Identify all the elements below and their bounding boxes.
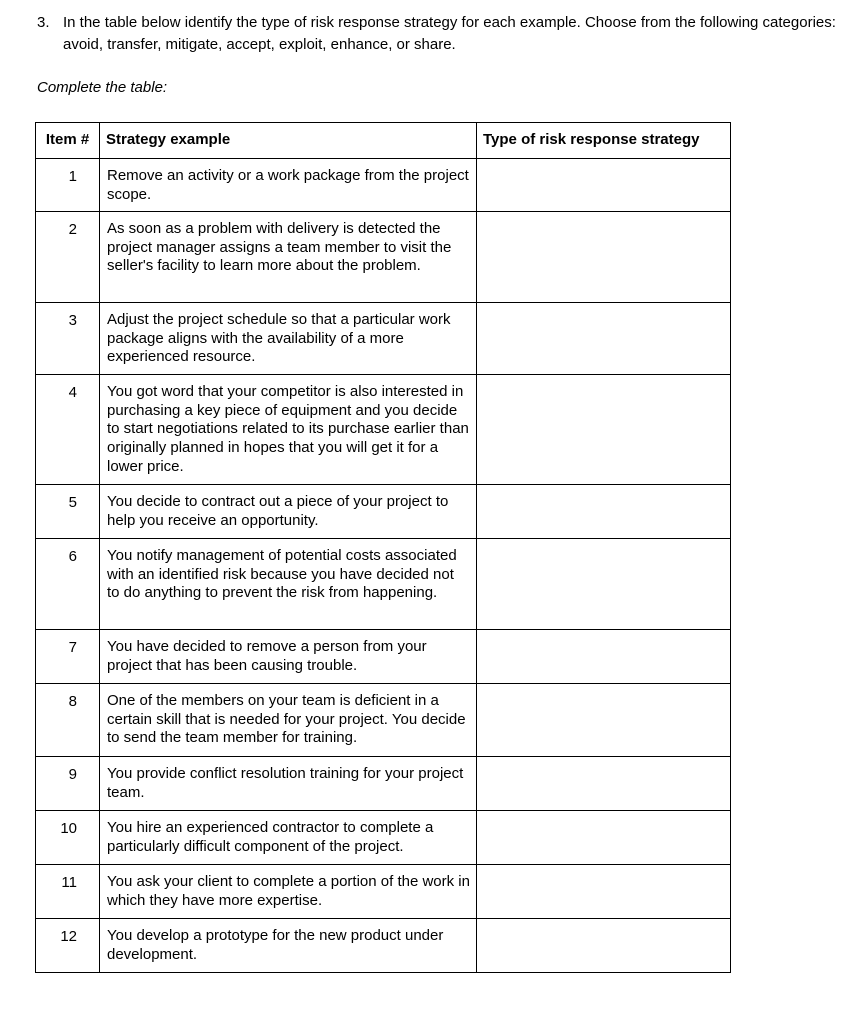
- table-row: [36, 630, 731, 684]
- row-strategy-type-cell[interactable]: [477, 919, 731, 973]
- row-strategy-type-cell[interactable]: [477, 757, 731, 811]
- row-strategy-example: You provide conflict resolution training for your project team.: [100, 757, 477, 811]
- row-item-number: 8: [36, 684, 100, 757]
- row-strategy-type-cell[interactable]: [477, 630, 731, 684]
- question: [37, 12, 837, 56]
- row-strategy-type-cell[interactable]: [477, 865, 731, 919]
- table-row: [36, 539, 731, 630]
- row-strategy-example: Remove an activity or a work package from the project scope.: [100, 159, 477, 212]
- row-item-number: 6: [36, 539, 100, 630]
- table-row: [36, 865, 731, 919]
- row-item-number: 3: [36, 303, 100, 375]
- row-item-number: 10: [36, 811, 100, 865]
- row-strategy-type-cell[interactable]: [477, 375, 731, 485]
- instruction-text: Complete the table:: [37, 79, 168, 96]
- row-strategy-type-cell[interactable]: [477, 159, 731, 212]
- row-strategy-example: You got word that your competitor is also interested in purchasing a key piece of equipment and you decide to start negotiations related to its purchase earlier than originally planned in hopes that you will get it for a lower price.: [100, 375, 477, 485]
- row-item-number: 11: [36, 865, 100, 919]
- table-row: [36, 811, 731, 865]
- question-number: 3.: [37, 14, 50, 31]
- table-row: [36, 485, 731, 539]
- row-strategy-example: You decide to contract out a piece of your project to help you receive an opportunity.: [100, 485, 477, 539]
- table-row: [36, 212, 731, 303]
- table-header-row: [36, 123, 731, 159]
- header-strategy-example: Strategy example: [100, 123, 477, 159]
- row-strategy-example: As soon as a problem with delivery is detected the project manager assigns a team member to visit the seller's facility to learn more about the problem.: [100, 212, 477, 303]
- table-row: [36, 757, 731, 811]
- table-row: [36, 684, 731, 757]
- row-strategy-example: One of the members on your team is deficient in a certain skill that is needed for your project. You decide to send the team member for training.: [100, 684, 477, 757]
- row-strategy-type-cell[interactable]: [477, 212, 731, 303]
- table-row: [36, 919, 731, 973]
- table-row: [36, 303, 731, 375]
- row-item-number: 2: [36, 212, 100, 303]
- row-item-number: 12: [36, 919, 100, 973]
- row-strategy-example: You hire an experienced contractor to complete a particularly difficult component of the project.: [100, 811, 477, 865]
- row-strategy-example: You notify management of potential costs associated with an identified risk because you have decided not to do anything to prevent the risk from happening.: [100, 539, 477, 630]
- row-strategy-example: You develop a prototype for the new product under development.: [100, 919, 477, 973]
- row-item-number: 7: [36, 630, 100, 684]
- row-strategy-type-cell[interactable]: [477, 811, 731, 865]
- row-strategy-example: You have decided to remove a person from your project that has been causing trouble.: [100, 630, 477, 684]
- row-strategy-type-cell[interactable]: [477, 303, 731, 375]
- table-row: [36, 375, 731, 485]
- question-text: In the table below identify the type of risk response strategy for each example. Choose from the following categories: avoid, transfer, mitigate, accept, exploit, enhance, or share.: [63, 14, 836, 53]
- header-risk-response-type: Type of risk response strategy: [477, 123, 731, 159]
- row-item-number: 5: [36, 485, 100, 539]
- row-strategy-example: Adjust the project schedule so that a particular work package aligns with the availability of a more experienced resource.: [100, 303, 477, 375]
- risk-response-table: [35, 122, 731, 973]
- row-strategy-type-cell[interactable]: [477, 485, 731, 539]
- row-strategy-example: You ask your client to complete a portion of the work in which they have more expertise.: [100, 865, 477, 919]
- row-item-number: 9: [36, 757, 100, 811]
- row-item-number: 4: [36, 375, 100, 485]
- row-strategy-type-cell[interactable]: [477, 684, 731, 757]
- row-item-number: 1: [36, 159, 100, 212]
- header-item-number: Item #: [36, 123, 100, 159]
- table-row: [36, 159, 731, 212]
- row-strategy-type-cell[interactable]: [477, 539, 731, 630]
